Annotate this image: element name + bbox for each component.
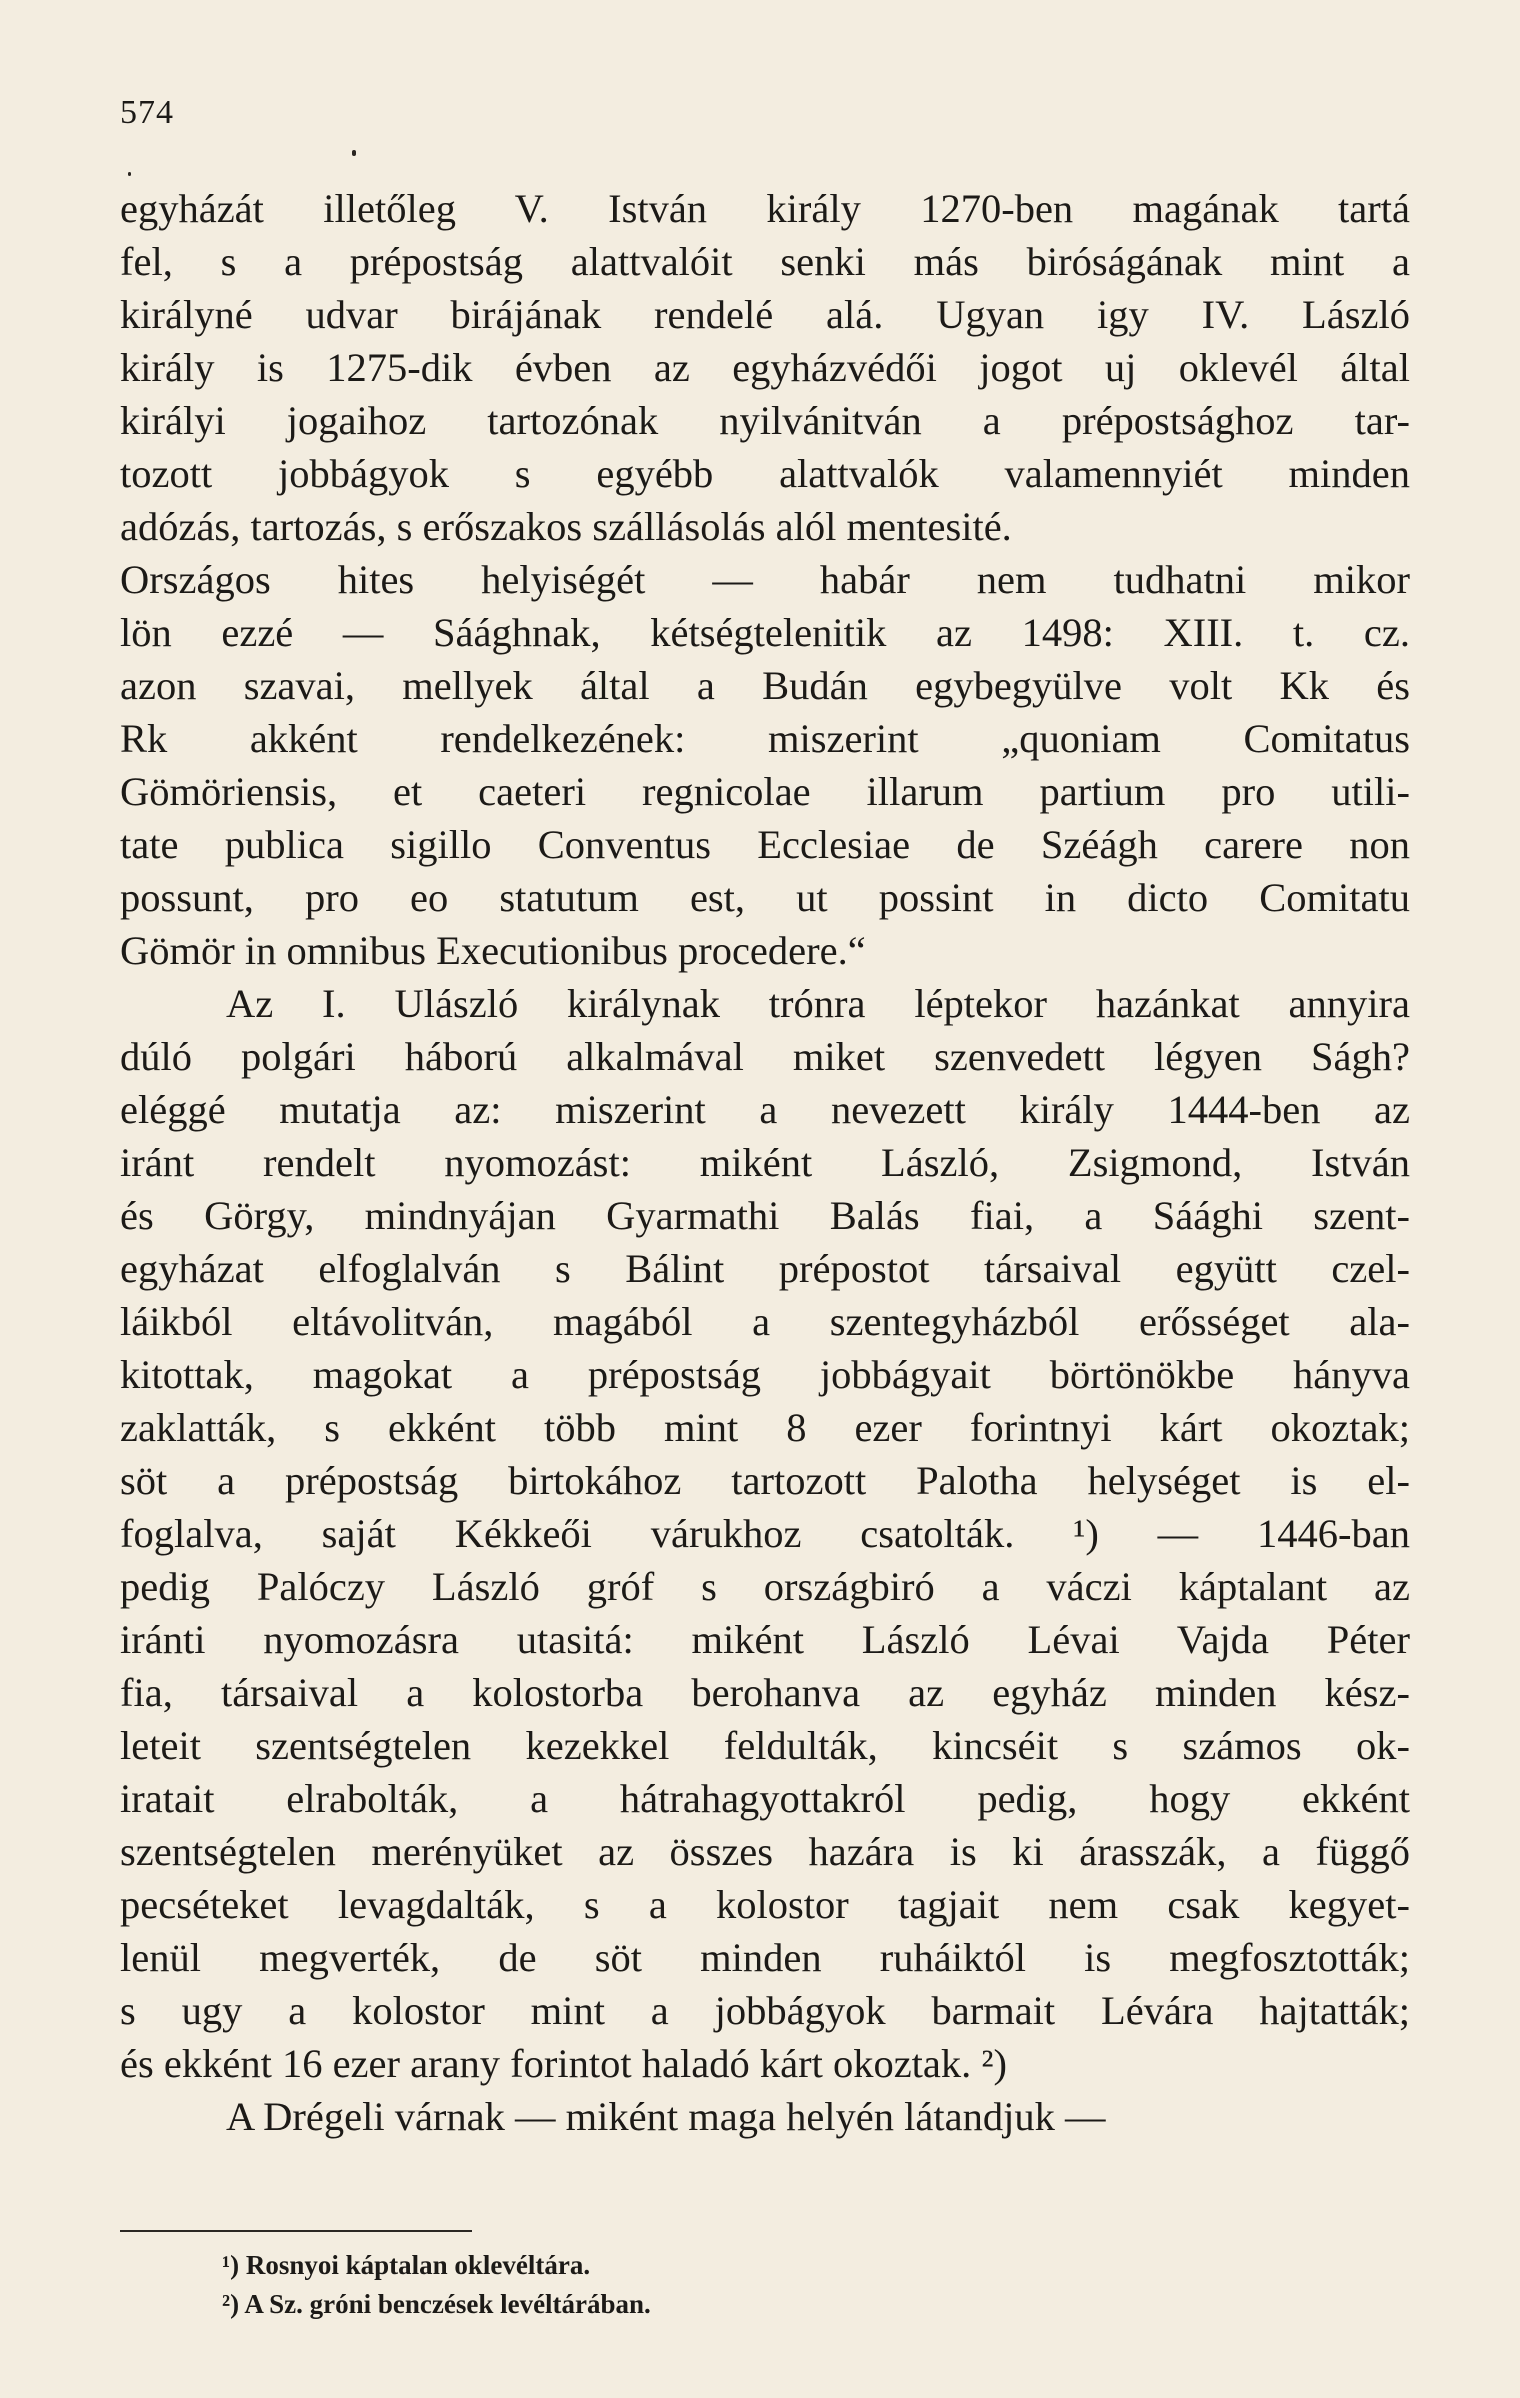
text-line: dúló polgári háború alkalmával miket szenvedett légyen Ságh? xyxy=(120,1034,1410,1079)
text-line: adózás, tartozás, s erőszakos szállásolás alól mentesité. xyxy=(120,504,1012,549)
text-line: szentségtelen merényüket az összes hazára is ki árasszák, a függő xyxy=(120,1829,1410,1874)
text-line: iránti nyomozásra utasitá: miként László Lévai Vajda Péter xyxy=(120,1617,1410,1662)
text-line: Gömöriensis, et caeteri regnicolae illarum partium pro utili- xyxy=(120,769,1410,814)
text-line: possunt, pro eo statutum est, ut possint in dicto Comitatu xyxy=(120,875,1410,920)
text-line: leteit szentségtelen kezekkel feldulták, kincséit s számos ok- xyxy=(120,1723,1410,1768)
text-line: Rk akként rendelkezének: miszerint „quoniam Comitatus xyxy=(120,716,1410,761)
footnote-1: ¹) Rosnyoi káptalan oklevéltára. xyxy=(222,2250,591,2280)
page-number: 574 xyxy=(120,94,174,131)
text-line: király is 1275-dik évben az egyházvédői jogot uj oklevél által xyxy=(120,345,1410,390)
text-line: lön ezzé — Sáághnak, kétségtelenitik az 1498: XIII. t. cz. xyxy=(120,610,1410,655)
text-line: zaklatták, s ekként több mint 8 ezer forintnyi kárt okoztak; xyxy=(120,1405,1410,1450)
text-line: egyházat elfoglalván s Bálint prépostot társaival együtt czel- xyxy=(120,1246,1410,1291)
body-text xyxy=(120,182,1410,2143)
ink-speck xyxy=(352,150,356,156)
text-line: A Drégeli várnak — miként maga helyén látandjuk — xyxy=(226,2094,1106,2139)
text-line: lenül megverték, de söt minden ruháiktól is megfosztották; xyxy=(120,1935,1410,1980)
text-line: láikból eltávolitván, magából a szentegyházból erősséget ala- xyxy=(120,1299,1410,1344)
text-line: söt a prépostság birtokához tartozott Palotha helységet is el- xyxy=(120,1458,1410,1503)
text-line: egyházát illetőleg V. István király 1270-ben magának tartá xyxy=(120,186,1410,231)
text-line: fia, társaival a kolostorba berohanva az egyház minden kész- xyxy=(120,1670,1410,1715)
text-line: Országos hites helyiségét — habár nem tudhatni mikor xyxy=(120,557,1410,602)
text-line: és Görgy, mindnyájan Gyarmathi Balás fiai, a Sáághi szent- xyxy=(120,1193,1410,1238)
text-line: Az I. Ulászló királynak trónra léptekor hazánkat annyira xyxy=(226,981,1410,1026)
ink-speck xyxy=(128,172,131,176)
footnote-rule xyxy=(120,2230,472,2232)
text-line: tate publica sigillo Conventus Ecclesiae de Széágh carere non xyxy=(120,822,1410,867)
text-line: királyné udvar birájának rendelé alá. Ugyan igy IV. László xyxy=(120,292,1410,337)
footnotes xyxy=(222,2246,651,2324)
text-line: tozott jobbágyok s egyébb alattvalók valamennyiét minden xyxy=(120,451,1410,496)
text-line: pecséteket levagdalták, s a kolostor tagjait nem csak kegyet- xyxy=(120,1882,1410,1927)
text-line: iratait elrabolták, a hátrahagyottakról pedig, hogy ekként xyxy=(120,1776,1410,1821)
footnote-2: ²) A Sz. gróni benczések levéltárában. xyxy=(222,2289,651,2319)
text-line: kitottak, magokat a prépostság jobbágyait börtönökbe hányva xyxy=(120,1352,1410,1397)
text-line: foglalva, saját Kékkeői várukhoz csatolták. ¹) — 1446-ban xyxy=(120,1511,1410,1556)
text-line: és ekként 16 ezer arany forintot haladó kárt okoztak. ²) xyxy=(120,2041,1008,2086)
text-line: iránt rendelt nyomozást: miként László, Zsigmond, István xyxy=(120,1140,1410,1185)
text-line: azon szavai, mellyek által a Budán egybegyülve volt Kk és xyxy=(120,663,1410,708)
text-line: pedig Palóczy László gróf s országbiró a váczi káptalant az xyxy=(120,1564,1410,1609)
text-line: eléggé mutatja az: miszerint a nevezett király 1444-ben az xyxy=(120,1087,1410,1132)
text-line: fel, s a prépostság alattvalóit senki más biróságának mint a xyxy=(120,239,1410,284)
text-line: s ugy a kolostor mint a jobbágyok barmait Lévára hajtatták; xyxy=(120,1988,1410,2033)
text-line: Gömör in omnibus Executionibus procedere.“ xyxy=(120,928,866,973)
text-line: királyi jogaihoz tartozónak nyilvánitván a prépostsághoz tar- xyxy=(120,398,1410,443)
